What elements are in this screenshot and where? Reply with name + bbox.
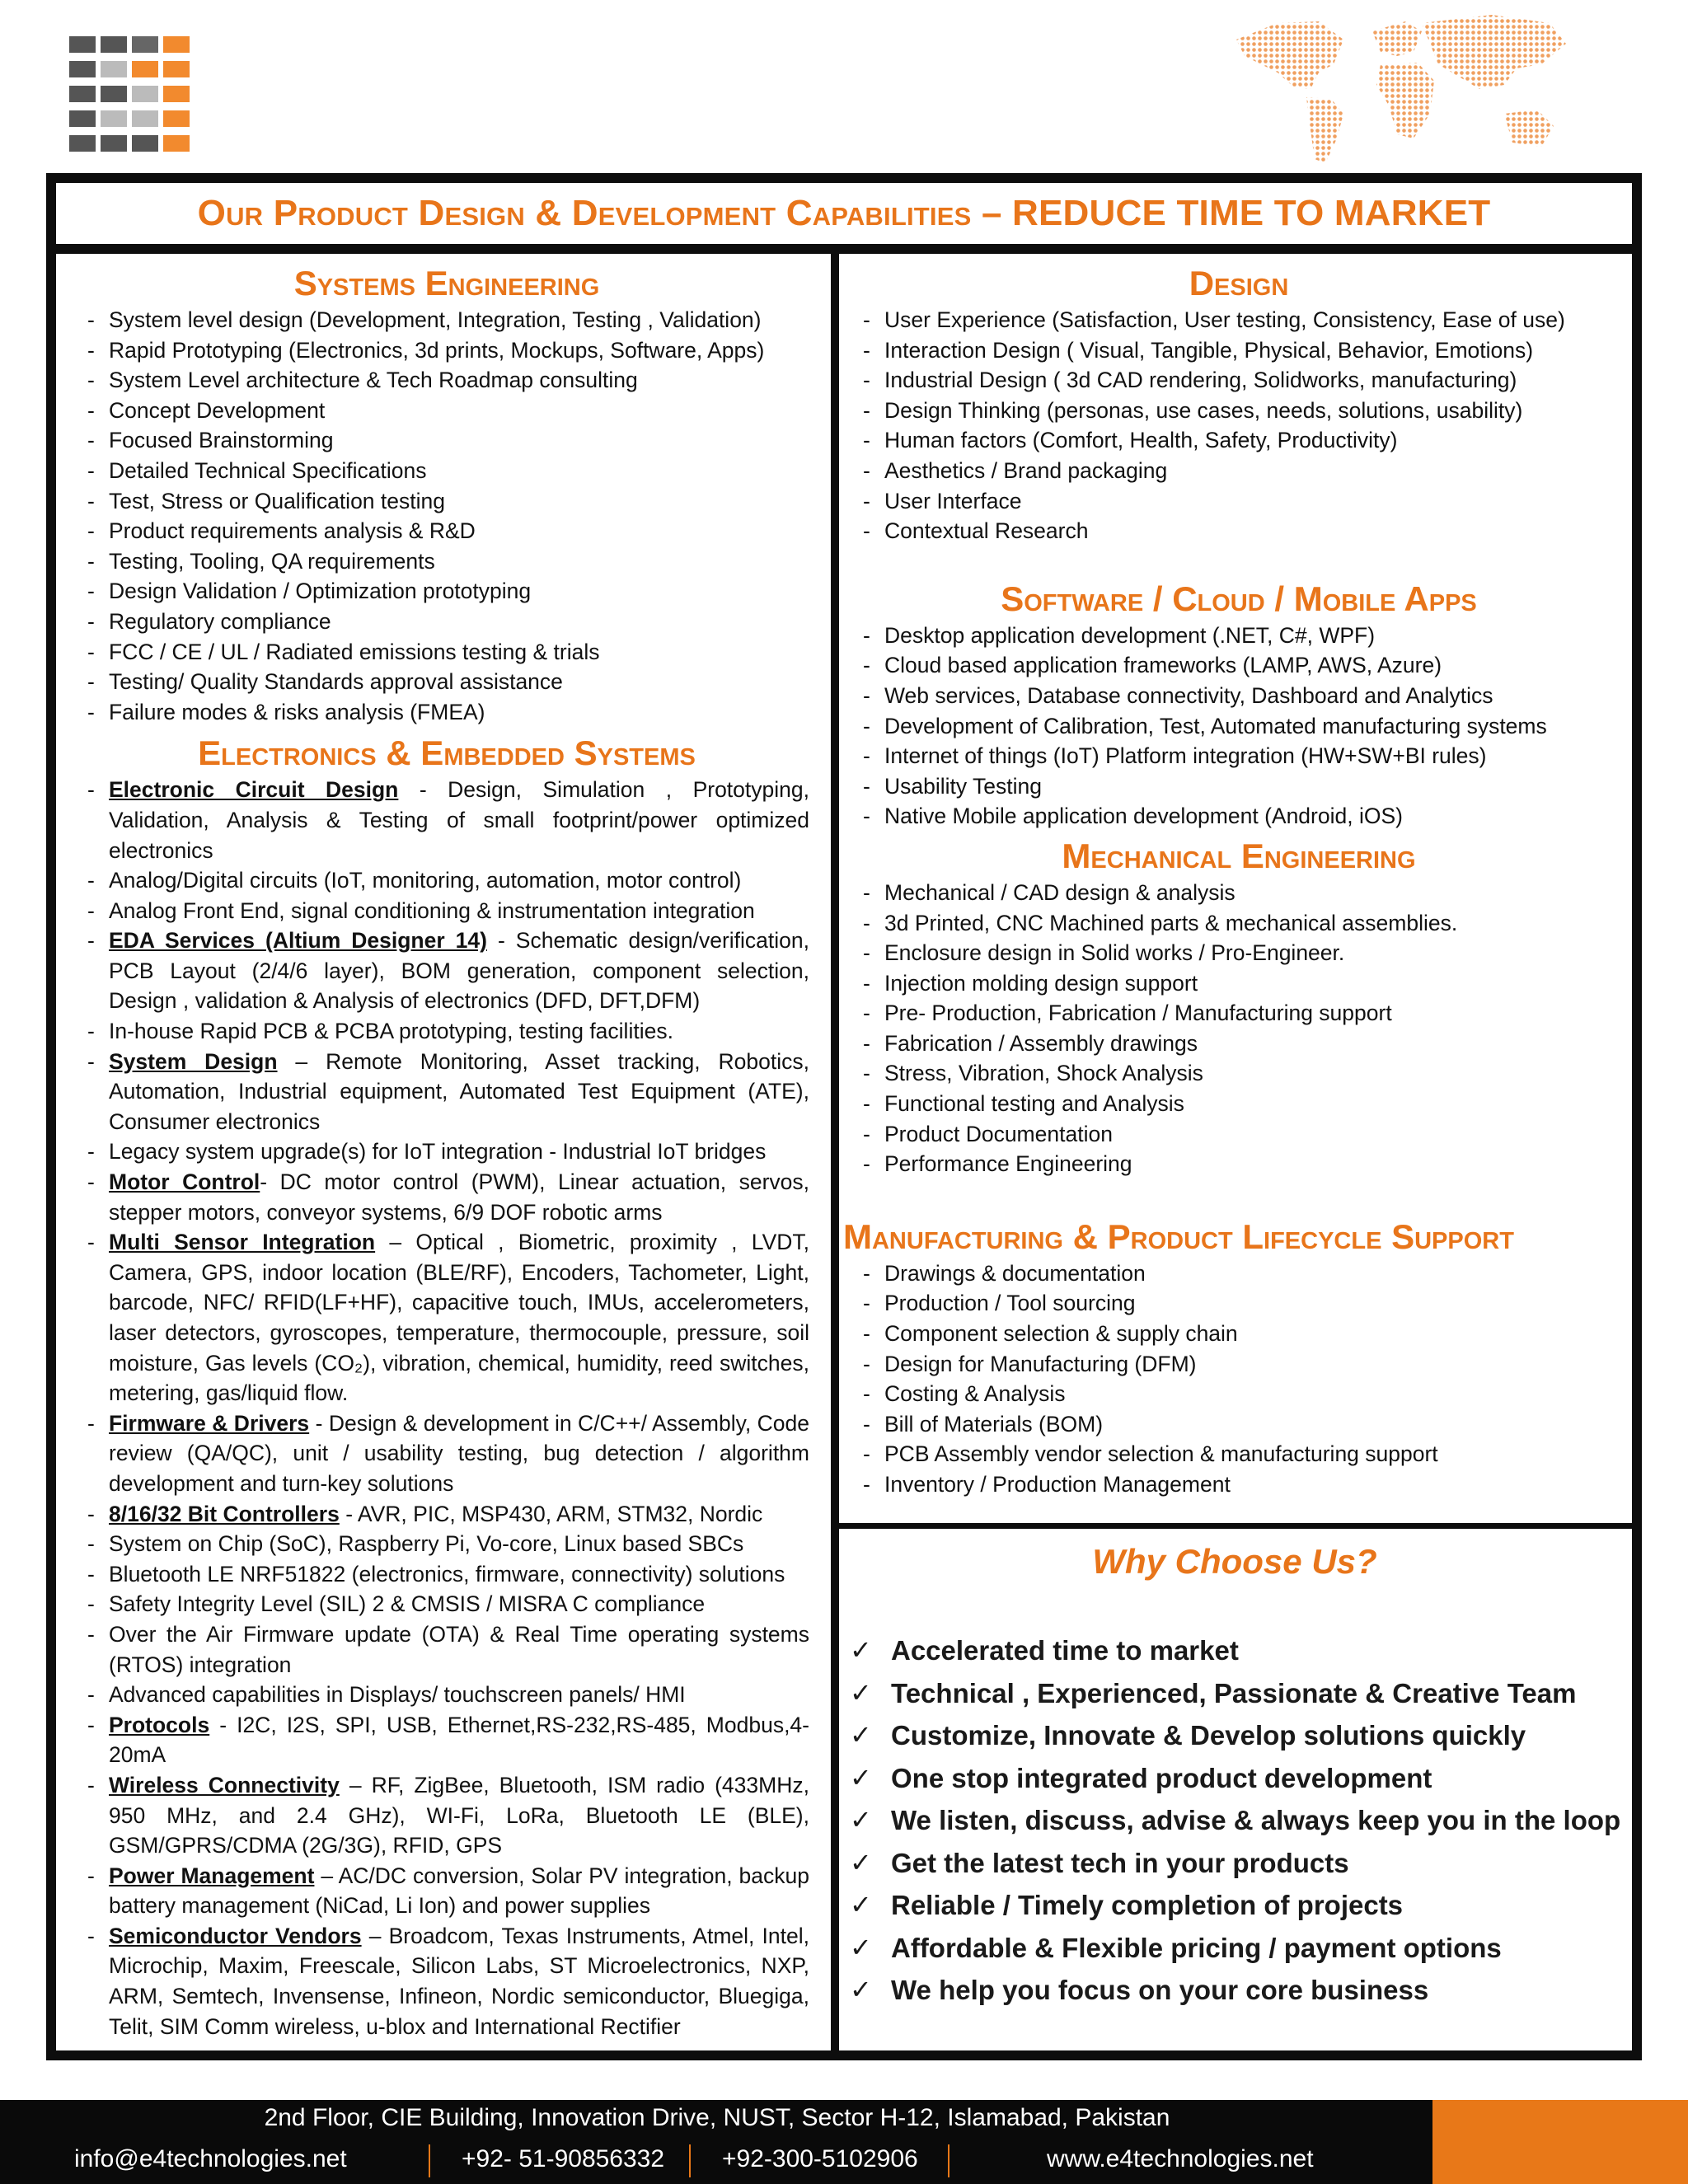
- list-item: - Testing/ Quality Standards approval assistance: [84, 667, 809, 697]
- checkmark-icon: ✓: [850, 1847, 872, 1877]
- why-item: [843, 1969, 1626, 2012]
- list-item: - Aesthetics / Brand packaging: [860, 456, 1618, 486]
- mechanical-heading: Mechanical Engineering: [1062, 836, 1416, 875]
- item-keyword: Electronic Circuit Design: [109, 777, 399, 803]
- list-item: - Web services, Database connectivity, Dashboard and Analytics: [860, 681, 1618, 711]
- list-item: - User Interface: [860, 486, 1618, 517]
- list-item: - Detailed Technical Specifications: [84, 456, 809, 486]
- why-item: [843, 1799, 1626, 1842]
- list-item: - Design Validation / Optimization prototyping: [84, 576, 809, 607]
- mechanical-list: [860, 878, 1618, 1179]
- systems-engineering-list: [84, 305, 809, 727]
- list-item: - Fabrication / Assembly drawings: [860, 1029, 1618, 1059]
- checkmark-icon: ✓: [850, 1975, 872, 2004]
- software-heading: Software / Cloud / Mobile Apps: [1001, 579, 1477, 618]
- checkmark-icon: ✓: [850, 1762, 872, 1793]
- list-item: [84, 1408, 809, 1499]
- list-item: [84, 1499, 809, 1530]
- list-item: - Usability Testing: [860, 771, 1618, 802]
- item-text: – Optical , Biometric, proximity , LVDT, Camera, GPS, indoor location (BLE/RF), Encoders, Tachometer, Light, barcode, NFC/ RFID(LF+HF), capacitive touch, IMUs, accelerometers, laser detectors, gyroscopes, temperature, thermocouple, pressure, soil moisture, Gas levels (CO₂), vibration, chemical, humidity, reed switches, metering, gas/liquid flow.: [109, 1230, 809, 1406]
- list-item: [84, 1227, 809, 1408]
- list-item: - FCC / CE / UL / Radiated emissions testing & trials: [84, 637, 809, 668]
- item-text: Over the Air Firmware update (OTA) & Real Time operating systems (RTOS) integration: [109, 1621, 809, 1677]
- why-item-text: Reliable / Timely completion of projects: [891, 1890, 1404, 1920]
- item-keyword: Semiconductor Vendors: [109, 1923, 362, 1948]
- footer-separator: [689, 2144, 691, 2177]
- why-item: [843, 1672, 1626, 1715]
- item-keyword: Multi Sensor Integration: [109, 1230, 376, 1255]
- list-item: - User Experience (Satisfaction, User testing, Consistency, Ease of use): [860, 305, 1618, 335]
- item-text: - Design & development in C/C++/ Assembly, Code review (QA/QC), unit / usability testing, bug detection / algorithm development and turn-key solutions: [109, 1410, 809, 1496]
- why-heading: Why Choose Us?: [1092, 1542, 1377, 1581]
- manufacturing-list: [860, 1258, 1618, 1500]
- title-bar: [56, 183, 1632, 254]
- list-item: - Functional testing and Analysis: [860, 1089, 1618, 1119]
- why-item-text: We help you focus on your core business: [891, 1975, 1429, 2005]
- why-item-text: We listen, discuss, advise & always keep you in the loop: [891, 1805, 1621, 1835]
- item-text: - I2C, I2S, SPI, USB, Ethernet,RS-232,RS-485, Modbus,4-20mA: [109, 1712, 809, 1768]
- page-title: Our Product Design & Development Capabilities – REDUCE TIME TO MARKET: [197, 193, 1491, 233]
- list-item: - Injection molding design support: [860, 968, 1618, 999]
- list-item: - Production / Tool sourcing: [860, 1288, 1618, 1319]
- list-item: - Regulatory compliance: [84, 607, 809, 637]
- list-item: - Performance Engineering: [860, 1149, 1618, 1179]
- right-column: [843, 262, 1618, 1500]
- list-item: [84, 1559, 809, 1590]
- why-item-text: Affordable & Flexible pricing / payment options: [891, 1932, 1502, 1963]
- list-item: - Mechanical / CAD design & analysis: [860, 878, 1618, 908]
- item-keyword: 8/16/32 Bit Controllers: [109, 1501, 340, 1526]
- why-item: [843, 1714, 1626, 1757]
- item-text: – AC/DC conversion, Solar PV integration, backup battery management (NiCad, Li Ion) and power supplies: [109, 1863, 809, 1919]
- checkmark-icon: ✓: [850, 1890, 872, 1919]
- list-item: - Component selection & supply chain: [860, 1319, 1618, 1349]
- why-item-text: Accelerated time to market: [891, 1635, 1239, 1666]
- item-text: Analog/Digital circuits (IoT, monitoring, automation, motor control): [109, 868, 742, 893]
- item-keyword: System Design: [109, 1048, 278, 1074]
- capabilities-frame: [46, 173, 1642, 2060]
- design-list: [860, 305, 1618, 546]
- item-keyword: Firmware & Drivers: [109, 1410, 310, 1436]
- list-item: - Product requirements analysis & R&D: [84, 516, 809, 546]
- item-text: Safety Integrity Level (SIL) 2 & CMSIS / MISRA C compliance: [109, 1591, 706, 1617]
- list-item: - Enclosure design in Solid works / Pro-Engineer.: [860, 938, 1618, 968]
- list-item: - Test, Stress or Qualification testing: [84, 486, 809, 517]
- item-keyword: Wireless Connectivity: [109, 1772, 340, 1797]
- item-text: In-house Rapid PCB & PCBA prototyping, testing facilities.: [109, 1019, 673, 1044]
- item-text: Bluetooth LE NRF51822 (electronics, firmware, connectivity) solutions: [109, 1561, 785, 1586]
- manufacturing-heading: Manufacturing & Product Lifecycle Support: [843, 1216, 1514, 1256]
- list-item: - Desktop application development (.NET, C#, WPF): [860, 621, 1618, 651]
- why-item: [843, 1927, 1626, 1970]
- checkmark-icon: ✓: [850, 1635, 872, 1665]
- list-item: - System level design (Development, Integration, Testing , Validation): [84, 305, 809, 335]
- item-text: - AVR, PIC, MSP430, ARM, STM32, Nordic: [339, 1501, 763, 1526]
- why-item: [843, 1842, 1626, 1885]
- item-keyword: Power Management: [109, 1863, 315, 1888]
- list-item: - Drawings & documentation: [860, 1258, 1618, 1289]
- list-item: - Interaction Design ( Visual, Tangible, Physical, Behavior, Emotions): [860, 335, 1618, 366]
- list-item: - Industrial Design ( 3d CAD rendering, Solidworks, manufacturing): [860, 365, 1618, 396]
- list-item: - Failure modes & risks analysis (FMEA): [84, 697, 809, 728]
- why-item-text: Customize, Innovate & Develop solutions quickly: [891, 1720, 1526, 1750]
- why-choose-us-section: [843, 1539, 1626, 2012]
- footer-separator: [948, 2144, 950, 2177]
- item-text: – Remote Monitoring, Asset tracking, Robotics, Automation, Industrial equipment, Automated Test Equipment (ATE), Consumer electronics: [109, 1048, 809, 1134]
- footer-phone-1[interactable]: +92- 51-90856332: [462, 2145, 665, 2172]
- why-item: [843, 1629, 1626, 1672]
- why-item-text: One stop integrated product development: [891, 1762, 1432, 1793]
- list-item: - Testing, Tooling, QA requirements: [84, 546, 809, 577]
- list-item: [84, 1047, 809, 1137]
- list-item: [84, 1710, 809, 1770]
- list-item: [84, 865, 809, 896]
- item-text: – Broadcom, Texas Instruments, Atmel, Intel, Microchip, Maxim, Freescale, Silicon Labs, ST Microelectronics, NXP, ARM, Semtech, Invensense, Infineon, Nordic semiconductor, Bluegiga, Telit, SIM Comm wireless, u-blox and International Rectifier: [109, 1923, 809, 2039]
- list-item: [84, 1921, 809, 2041]
- list-item: - System Level architecture & Tech Roadmap consulting: [84, 365, 809, 396]
- list-item: - Rapid Prototyping (Electronics, 3d prints, Mockups, Software, Apps): [84, 335, 809, 366]
- list-item: [84, 1770, 809, 1861]
- item-text: – RF, ZigBee, Bluetooth, ISM radio (433MHz, 950 MHz, and 2.4 GHz), WI-Fi, LoRa, Bluetooth LE (BLE), GSM/GPRS/CDMA (2G/3G), RFID, GPS: [109, 1772, 809, 1858]
- column-divider: [831, 254, 839, 2060]
- item-keyword: EDA Services (Altium Designer 14): [109, 928, 487, 954]
- why-item-text: Technical , Experienced, Passionate & Creative Team: [891, 1677, 1577, 1708]
- list-item: - Design Thinking (personas, use cases, needs, solutions, usability): [860, 396, 1618, 426]
- why-item-text: Get the latest tech in your products: [891, 1847, 1349, 1878]
- checkmark-icon: ✓: [850, 1805, 872, 1835]
- checkmark-icon: ✓: [850, 1720, 872, 1750]
- item-text: - Design, Simulation , Prototyping, Validation, Analysis & Testing of small footprint/power optimized electronics: [109, 777, 809, 863]
- footer-email[interactable]: info@e4technologies.net: [74, 2145, 347, 2172]
- list-item: - Internet of things (IoT) Platform integration (HW+SW+BI rules): [860, 741, 1618, 771]
- footer-phone-2[interactable]: +92-300-5102906: [722, 2145, 918, 2172]
- item-keyword: Motor Control: [109, 1169, 260, 1195]
- why-item: [843, 1884, 1626, 1927]
- list-item: [84, 1680, 809, 1710]
- list-item: - Stress, Vibration, Shock Analysis: [860, 1058, 1618, 1089]
- footer-separator: [429, 2144, 430, 2177]
- list-item: - Native Mobile application development (Android, iOS): [860, 801, 1618, 832]
- list-item: - Contextual Research: [860, 516, 1618, 546]
- why-item: [843, 1757, 1626, 1800]
- design-heading: Design: [1189, 264, 1289, 302]
- list-item: [84, 1529, 809, 1559]
- item-text: Analog Front End, signal conditioning & instrumentation integration: [109, 898, 755, 923]
- list-item: - Cloud based application frameworks (LAMP, AWS, Azure): [860, 650, 1618, 681]
- list-item: - Concept Development: [84, 396, 809, 426]
- logo-grid-icon: [69, 36, 191, 155]
- list-item: - Inventory / Production Management: [860, 1469, 1618, 1500]
- item-keyword: Protocols: [109, 1712, 210, 1737]
- footer: [0, 2100, 1688, 2184]
- left-column: [84, 262, 809, 2041]
- list-item: [84, 1589, 809, 1619]
- list-item: - Bill of Materials (BOM): [860, 1409, 1618, 1440]
- list-item: [84, 1861, 809, 1921]
- software-list: [860, 621, 1618, 832]
- list-item: [84, 1016, 809, 1047]
- list-item: [84, 896, 809, 926]
- list-item: [84, 926, 809, 1016]
- list-item: - Focused Brainstorming: [84, 425, 809, 456]
- systems-engineering-heading: Systems Engineering: [293, 264, 600, 302]
- why-list: [843, 1629, 1626, 2012]
- electronics-list: [84, 775, 809, 2041]
- list-item: [84, 1137, 809, 1167]
- world-map-icon: [1228, 7, 1574, 171]
- item-text: - Schematic design/verification, PCB Layout (2/4/6 layer), BOM generation, component selection, Design , validation & Analysis of electronics (DFD, DFT,DFM): [109, 928, 810, 1014]
- list-item: [84, 1167, 809, 1227]
- list-item: - PCB Assembly vendor selection & manufacturing support: [860, 1439, 1618, 1469]
- list-item: - Development of Calibration, Test, Automated manufacturing systems: [860, 711, 1618, 742]
- list-item: - Product Documentation: [860, 1119, 1618, 1150]
- list-item: - Human factors (Comfort, Health, Safety, Productivity): [860, 425, 1618, 456]
- list-item: - Pre- Production, Fabrication / Manufacturing support: [860, 998, 1618, 1029]
- list-item: [84, 1619, 809, 1680]
- list-item: - Design for Manufacturing (DFM): [860, 1349, 1618, 1380]
- list-item: - 3d Printed, CNC Machined parts & mechanical assemblies.: [860, 908, 1618, 939]
- footer-address: 2nd Floor, CIE Building, Innovation Drive, NUST, Sector H-12, Islamabad, Pakistan: [264, 2104, 1170, 2131]
- checkmark-icon: ✓: [850, 1677, 872, 1708]
- footer-website[interactable]: www.e4technologies.net: [1047, 2145, 1314, 2172]
- electronics-heading: Electronics & Embedded Systems: [198, 733, 696, 773]
- item-text: - DC motor control (PWM), Linear actuation, servos, stepper motors, conveyor systems, 6/9 DOF robotic arms: [109, 1169, 809, 1225]
- footer-accent-bar: [1432, 2100, 1688, 2184]
- item-text: Advanced capabilities in Displays/ touchscreen panels/ HMI: [109, 1682, 686, 1708]
- company-logo: [69, 36, 191, 155]
- list-item: [84, 775, 809, 865]
- item-text: System on Chip (SoC), Raspberry Pi, Vo-core, Linux based SBCs: [109, 1531, 744, 1557]
- why-divider: [839, 1523, 1632, 1529]
- list-item: - Costing & Analysis: [860, 1379, 1618, 1409]
- checkmark-icon: ✓: [850, 1932, 872, 1962]
- item-text: Legacy system upgrade(s) for IoT integration - Industrial IoT bridges: [109, 1139, 767, 1165]
